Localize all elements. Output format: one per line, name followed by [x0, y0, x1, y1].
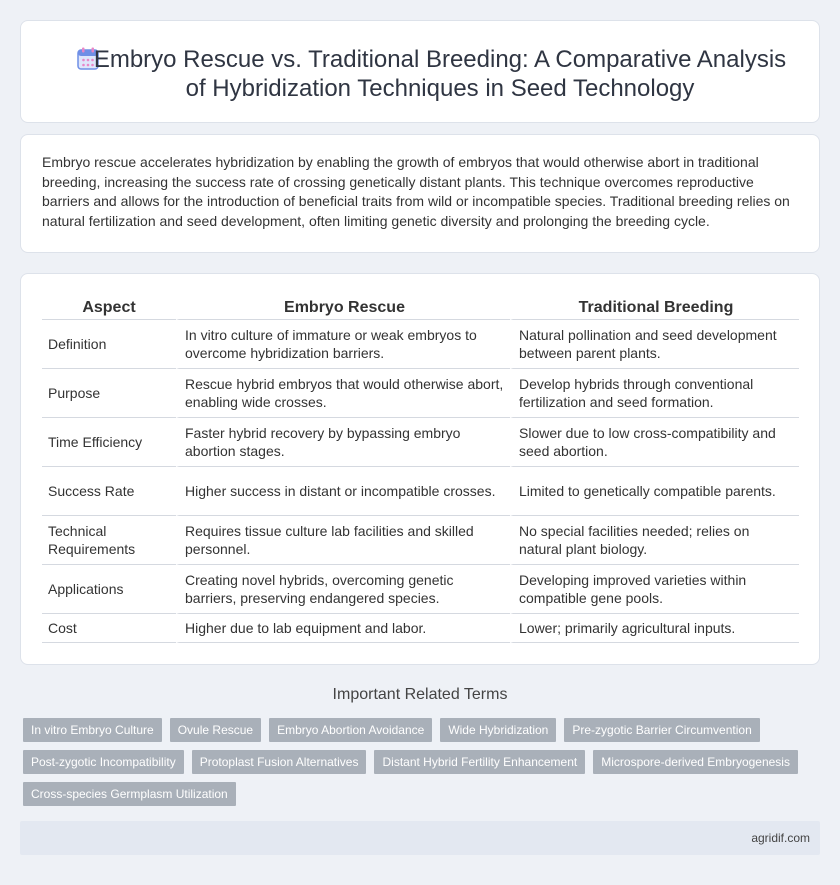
related-term-tag[interactable]: Cross-species Germplasm Utilization [23, 782, 236, 806]
aspect-cell: Definition [42, 320, 176, 369]
table-row [42, 516, 799, 565]
table-row [42, 320, 799, 369]
related-term-tag[interactable]: Wide Hybridization [440, 718, 556, 742]
aspect-cell: Technical Requirements [42, 516, 176, 565]
embryo-rescue-cell: Creating novel hybrids, overcoming genetic barriers, preserving endangered species. [176, 565, 510, 614]
table-row [42, 369, 799, 418]
related-term-tag[interactable]: Protoplast Fusion Alternatives [192, 750, 367, 774]
aspect-cell: Purpose [42, 369, 176, 418]
footer [20, 821, 820, 855]
table-row [42, 418, 799, 467]
related-terms-heading: Important Related Terms [332, 686, 508, 703]
intro-card [20, 134, 820, 253]
header-traditional-breeding: Traditional Breeding [510, 296, 799, 320]
related-term-tag[interactable]: Post-zygotic Incompatibility [23, 750, 184, 774]
aspect-cell: Cost [42, 614, 176, 643]
table-row [42, 614, 799, 643]
embryo-rescue-cell: In vitro culture of immature or weak embryos to overcome hybridization barriers. [176, 320, 510, 369]
comparison-table [42, 296, 799, 643]
related-term-tag[interactable]: In vitro Embryo Culture [23, 718, 162, 742]
related-term-tag[interactable]: Distant Hybrid Fertility Enhancement [374, 750, 585, 774]
related-term-tag[interactable]: Ovule Rescue [170, 718, 261, 742]
traditional-breeding-cell: Develop hybrids through conventional fertilization and seed formation. [510, 369, 799, 418]
embryo-rescue-cell: Higher due to lab equipment and labor. [176, 614, 510, 643]
table-row [42, 565, 799, 614]
traditional-breeding-cell: Natural pollination and seed development between parent plants. [510, 320, 799, 369]
related-term-tag[interactable]: Embryo Abortion Avoidance [269, 718, 432, 742]
aspect-cell: Time Efficiency [42, 418, 176, 467]
title-card [20, 20, 820, 123]
page-title: Embryo Rescue vs. Traditional Breeding: A Comparative Analysis of Hybridization Techniques in Seed Technology [93, 46, 787, 102]
header-embryo-rescue: Embryo Rescue [176, 296, 510, 320]
related-term-tag[interactable]: Microspore-derived Embryogenesis [593, 750, 798, 774]
embryo-rescue-cell: Rescue hybrid embryos that would otherwise abort, enabling wide crosses. [176, 369, 510, 418]
related-terms-list [23, 718, 813, 806]
footer-site-link[interactable]: agridif.com [751, 831, 810, 845]
aspect-cell: Applications [42, 565, 176, 614]
header-aspect: Aspect [42, 296, 176, 320]
embryo-rescue-cell: Requires tissue culture lab facilities and skilled personnel. [176, 516, 510, 565]
traditional-breeding-cell: Lower; primarily agricultural inputs. [510, 614, 799, 643]
aspect-cell: Success Rate [42, 467, 176, 516]
intro-paragraph: Embryo rescue accelerates hybridization by enabling the growth of embryos that would otherwise abort in traditional breeding, increasing the success rate of crossing genetically distant plants. This technique overcomes reproductive barriers and allows for the introduction of beneficial traits from wild or incompatible species. Traditional breeding relies on natural fertilization and seed development, often limiting genetic diversity and prolonging the breeding cycle. [42, 154, 790, 229]
embryo-rescue-cell: Higher success in distant or incompatible crosses. [176, 467, 510, 516]
traditional-breeding-cell: Slower due to low cross-compatibility and seed abortion. [510, 418, 799, 467]
comparison-table-card [20, 273, 820, 665]
traditional-breeding-cell: Limited to genetically compatible parents. [510, 467, 799, 516]
traditional-breeding-cell: Developing improved varieties within compatible gene pools. [510, 565, 799, 614]
table-row [42, 467, 799, 516]
table-header-row [42, 296, 799, 320]
related-term-tag[interactable]: Pre-zygotic Barrier Circumvention [564, 718, 759, 742]
traditional-breeding-cell: No special facilities needed; relies on natural plant biology. [510, 516, 799, 565]
embryo-rescue-cell: Faster hybrid recovery by bypassing embryo abortion stages. [176, 418, 510, 467]
